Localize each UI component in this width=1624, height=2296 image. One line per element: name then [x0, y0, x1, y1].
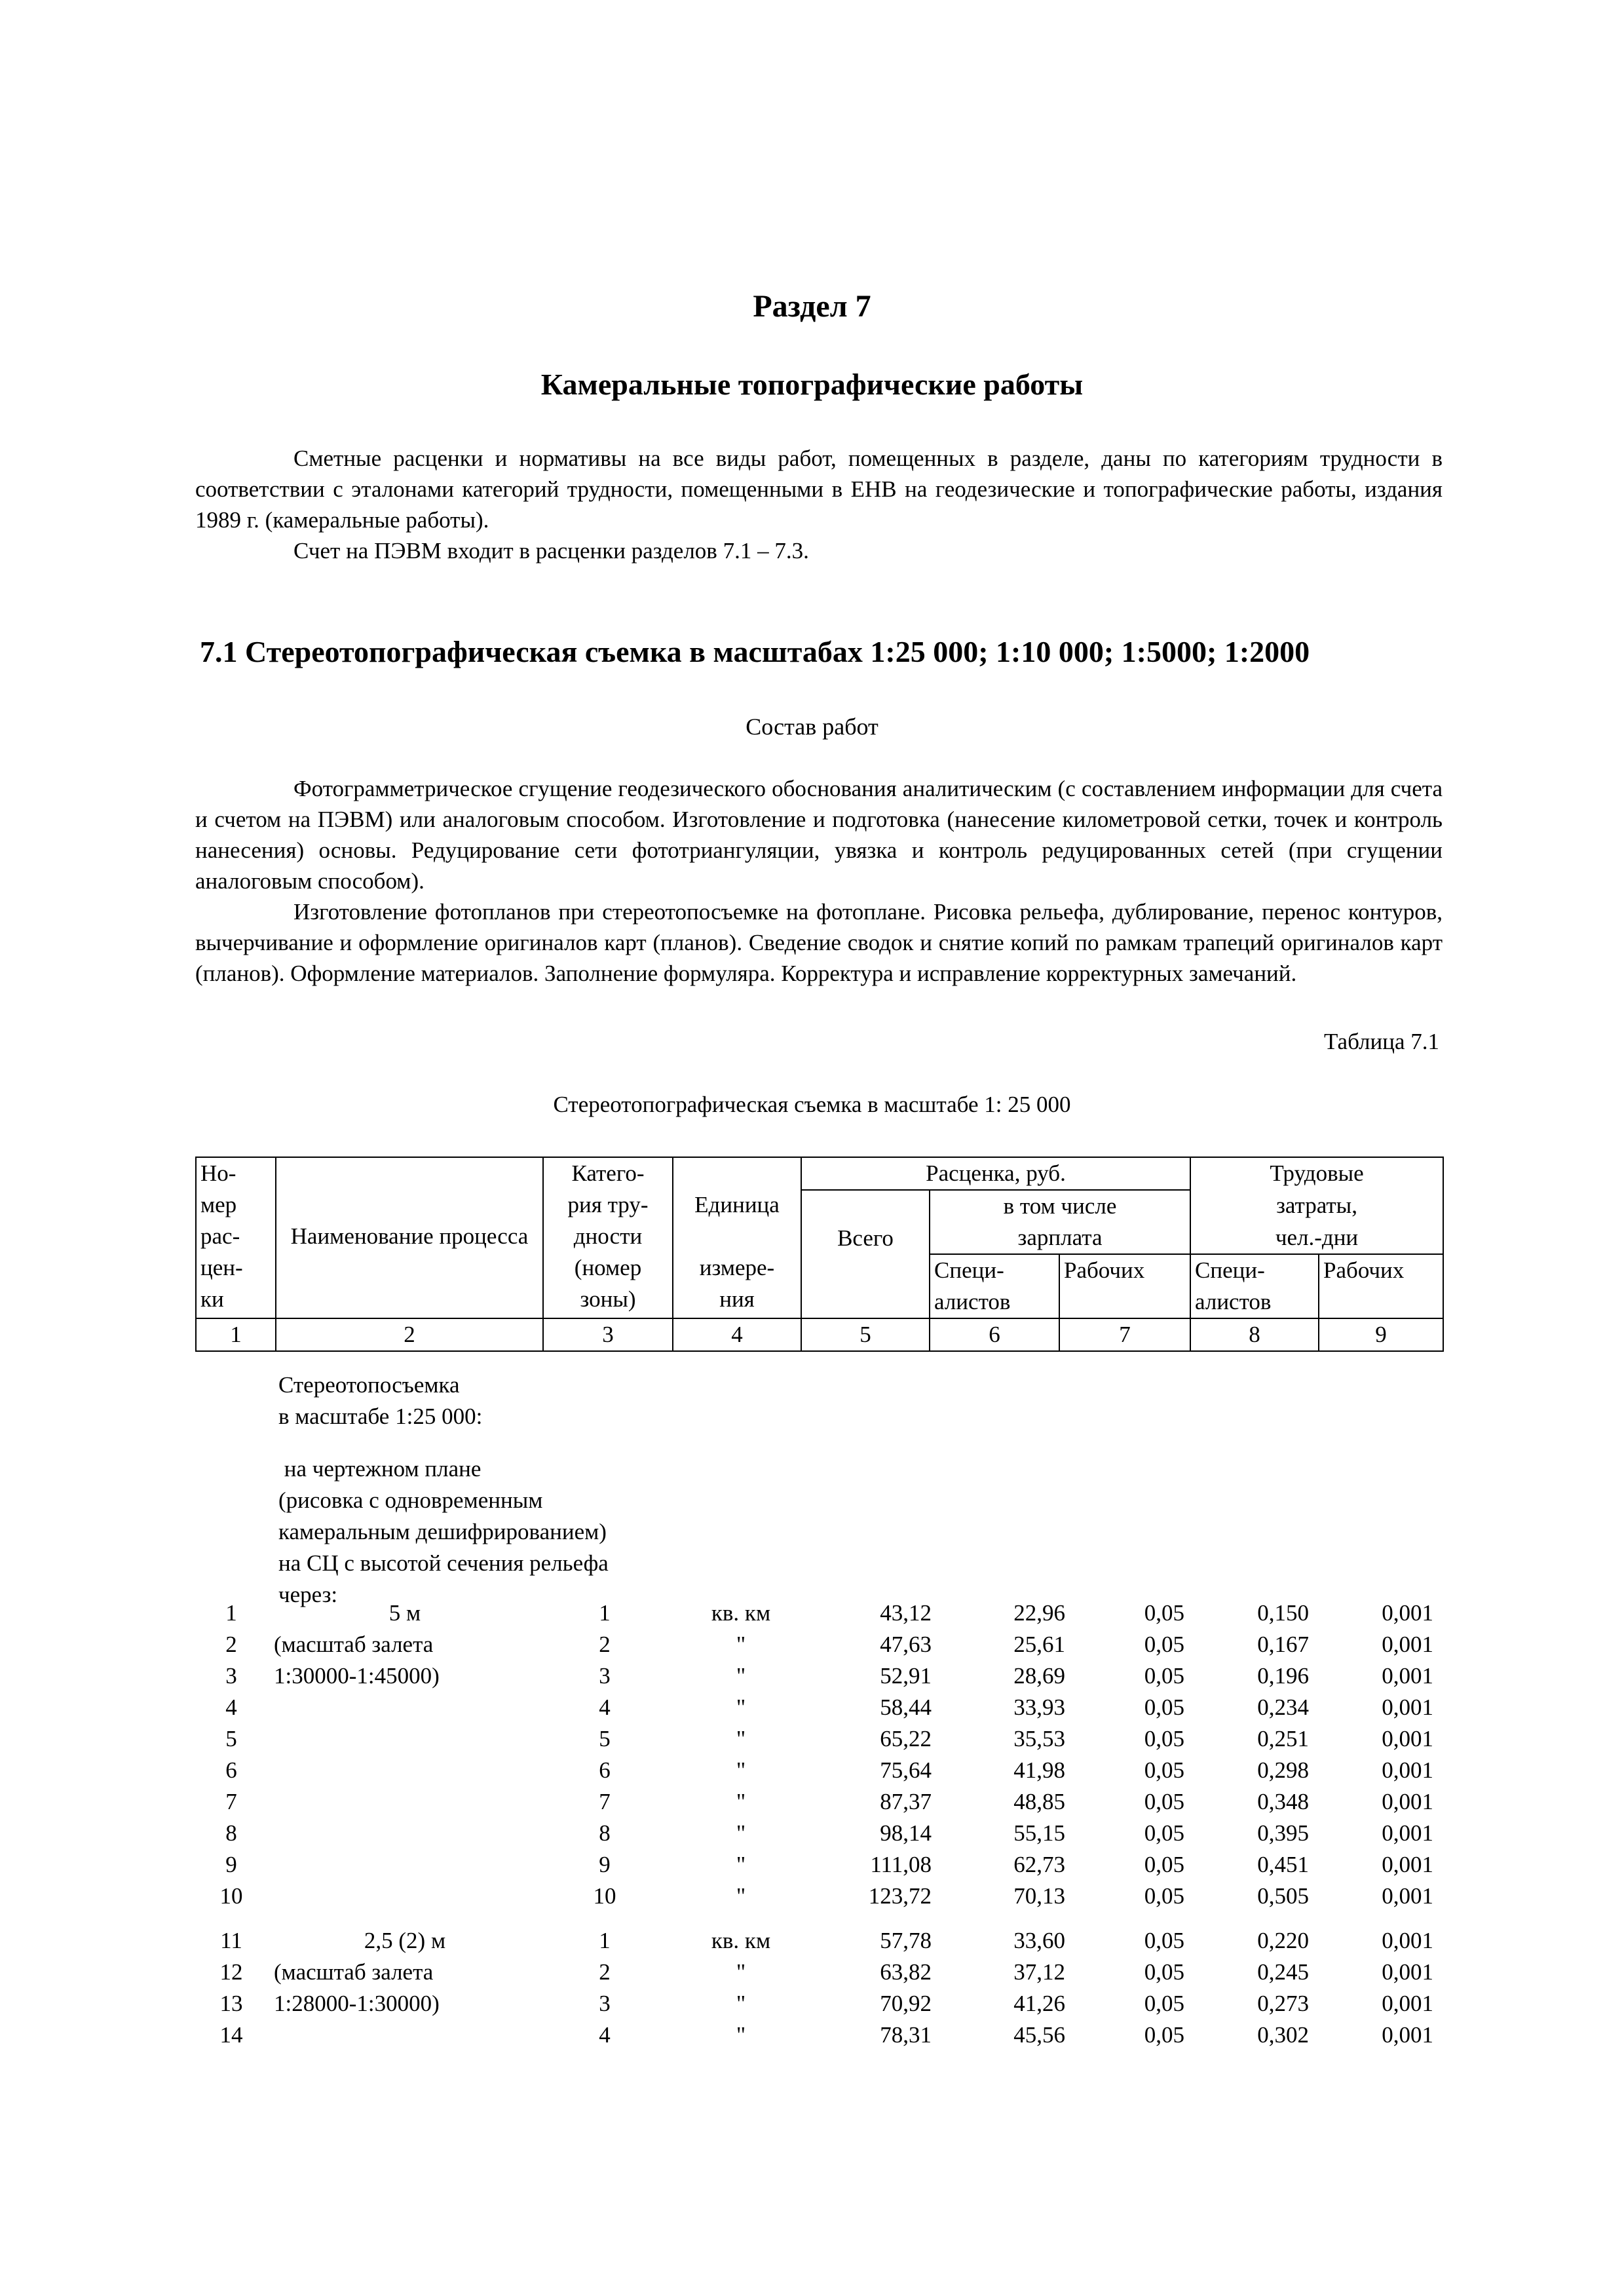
- header-wages: зарплата: [930, 1222, 1190, 1254]
- row-labor-workers: 0,001: [1382, 1694, 1433, 1720]
- works-heading: Состав работ: [746, 714, 878, 740]
- table-row: [195, 1957, 1443, 1988]
- row-labor-workers: 0,001: [1382, 2022, 1433, 2048]
- row-total: 70,92: [880, 1991, 932, 2016]
- row-unit: ": [736, 1663, 746, 1689]
- row-number: 4: [225, 1694, 237, 1720]
- row-labor-workers: 0,001: [1382, 1852, 1433, 1877]
- table-row: [195, 1881, 1443, 1912]
- row-unit: ": [736, 1757, 746, 1783]
- row-number: 12: [219, 1959, 243, 1985]
- row-unit: ": [736, 1991, 746, 2016]
- row-total: 43,12: [880, 1600, 932, 1626]
- row-category: 10: [593, 1883, 616, 1909]
- header-category: [543, 1157, 673, 1318]
- row-wages-specialists: 33,60: [1013, 1928, 1065, 1953]
- header-unit-line: измере-: [699, 1255, 775, 1280]
- subgroup-title-line: на чертежном плане: [278, 1456, 482, 1482]
- table-number: Таблица 7.1: [1324, 1029, 1439, 1054]
- row-total: 98,14: [880, 1820, 932, 1846]
- row-labor-specialists: 0,505: [1257, 1883, 1309, 1909]
- row-labor-specialists: 0,302: [1257, 2022, 1309, 2048]
- intro-paragraph: Счет на ПЭВМ входит в расценки разделов 7.1 – 7.3.: [293, 538, 809, 564]
- header-unit-line: Единица: [694, 1192, 780, 1217]
- row-name: 5 м: [388, 1600, 421, 1626]
- table-row: [195, 1629, 1443, 1660]
- row-labor-specialists: 0,348: [1257, 1789, 1309, 1814]
- row-wages-workers: 0,05: [1144, 1694, 1184, 1720]
- row-wages-workers: 0,05: [1144, 2022, 1184, 2048]
- col-number: 6: [930, 1318, 1059, 1351]
- row-labor-specialists: 0,395: [1257, 1820, 1309, 1846]
- row-wages-workers: 0,05: [1144, 1789, 1184, 1814]
- row-labor-specialists: 0,167: [1257, 1632, 1309, 1657]
- col-number: 3: [543, 1318, 673, 1351]
- row-labor-workers: 0,001: [1382, 1757, 1433, 1783]
- table-caption: Стереотопографическая съемка в масштабе 1: 25 000: [553, 1092, 1071, 1117]
- table-row: [195, 1786, 1443, 1818]
- row-wages-specialists: 48,85: [1013, 1789, 1065, 1814]
- section-subtitle: Камеральные топографические работы: [540, 368, 1084, 401]
- row-total: 58,44: [880, 1694, 932, 1720]
- row-total: 63,82: [880, 1959, 932, 1985]
- row-labor-workers: 0,001: [1382, 1600, 1433, 1626]
- row-labor-specialists: 0,234: [1257, 1694, 1309, 1720]
- subgroup-title-line: (рисовка с одновременным: [278, 1487, 543, 1513]
- row-number: 10: [219, 1883, 243, 1909]
- row-category: 3: [599, 1991, 611, 2016]
- row-labor-workers: 0,001: [1382, 1820, 1433, 1846]
- row-name: (масштаб залета: [274, 1632, 434, 1657]
- row-number: 6: [225, 1757, 237, 1783]
- row-category: 9: [599, 1852, 611, 1877]
- row-wages-specialists: 41,26: [1013, 1991, 1065, 2016]
- table-row: [195, 1925, 1443, 1957]
- col-number: 2: [276, 1318, 543, 1351]
- row-number: 11: [220, 1928, 242, 1953]
- header-line: Специ-: [1195, 1257, 1265, 1283]
- col-number: 7: [1059, 1318, 1190, 1351]
- row-category: 6: [599, 1757, 611, 1783]
- header-labor: Трудовые: [1190, 1157, 1443, 1190]
- row-wages-workers: 0,05: [1144, 1991, 1184, 2016]
- row-unit: ": [736, 1959, 746, 1985]
- row-labor-specialists: 0,150: [1257, 1600, 1309, 1626]
- row-labor-workers: 0,001: [1382, 1789, 1433, 1814]
- col-number: 8: [1190, 1318, 1319, 1351]
- row-total: 111,08: [870, 1852, 932, 1877]
- row-unit: ": [736, 1694, 746, 1720]
- row-labor-specialists: 0,220: [1257, 1928, 1309, 1953]
- table-row: [195, 1988, 1443, 2019]
- row-number: 14: [219, 2022, 243, 2048]
- header-wages-workers: Рабочих: [1059, 1254, 1190, 1318]
- row-labor-workers: 0,001: [1382, 1663, 1433, 1689]
- header-line: алистов: [934, 1289, 1011, 1314]
- row-unit: ": [736, 1883, 746, 1909]
- row-name: 2,5 (2) м: [364, 1928, 446, 1953]
- row-number: 7: [225, 1789, 237, 1814]
- subsection-heading: 7.1 Стереотопографическая съемка в масштабах 1:25 000; 1:10 000; 1:5000; 1:2000: [200, 635, 1310, 668]
- row-number: 8: [225, 1820, 237, 1846]
- header-number-line: мер: [200, 1192, 237, 1217]
- row-total: 52,91: [880, 1663, 932, 1689]
- row-number: 3: [225, 1663, 237, 1689]
- header-labor-line: затраты,: [1190, 1190, 1443, 1222]
- row-unit: ": [736, 1820, 746, 1846]
- table-header: [195, 1157, 1444, 1352]
- row-labor-specialists: 0,273: [1257, 1991, 1309, 2016]
- group-title-line: Стереотопосъемка: [278, 1372, 460, 1398]
- row-total: 57,78: [880, 1928, 932, 1953]
- header-unit-line: ния: [719, 1286, 755, 1312]
- row-unit: кв. км: [711, 1928, 771, 1953]
- col-number: 5: [801, 1318, 930, 1351]
- works-paragraph: Изготовление фотопланов при стереотопосъемке на фотоплане. Рисовка рельефа, дублирование, перенос контуров, вычерчивание и оформление оригиналов карт (планов). Сведение сводок и снятие копий по рамкам трапеций оригиналов карт (планов). Оформление материалов. Заполнение формуляра. Корректура и исправление корректурных замечаний.: [195, 899, 1443, 986]
- row-unit: ": [736, 1789, 746, 1814]
- row-number: 5: [225, 1726, 237, 1751]
- header-name-text: Наименование процесса: [290, 1223, 529, 1249]
- row-labor-specialists: 0,298: [1257, 1757, 1309, 1783]
- header-total: Всего: [801, 1190, 930, 1318]
- group-title: [278, 1369, 482, 1432]
- row-number: 9: [225, 1852, 237, 1877]
- row-wages-workers: 0,05: [1144, 1928, 1184, 1953]
- row-wages-workers: 0,05: [1144, 1663, 1184, 1689]
- header-wages-specialists: [930, 1254, 1059, 1318]
- row-number: 2: [225, 1632, 237, 1657]
- header-number-line: ки: [200, 1286, 224, 1312]
- row-total: 75,64: [880, 1757, 932, 1783]
- subgroup-title-line: камеральным дешифрированием): [278, 1519, 607, 1544]
- row-labor-workers: 0,001: [1382, 1928, 1433, 1953]
- header-price: Расценка, руб.: [801, 1157, 1190, 1190]
- intro-text: [195, 443, 1443, 566]
- row-unit: ": [736, 1852, 746, 1877]
- row-labor-workers: 0,001: [1382, 1632, 1433, 1657]
- row-wages-specialists: 28,69: [1013, 1663, 1065, 1689]
- header-number: [196, 1157, 276, 1318]
- row-wages-workers: 0,05: [1144, 1883, 1184, 1909]
- row-wages-specialists: 33,93: [1013, 1694, 1065, 1720]
- row-category: 3: [599, 1663, 611, 1689]
- row-wages-workers: 0,05: [1144, 1820, 1184, 1846]
- table-row: [195, 1818, 1443, 1849]
- col-number: 4: [673, 1318, 801, 1351]
- table-row: [195, 1755, 1443, 1786]
- header-category-line: зоны): [580, 1286, 636, 1312]
- intro-paragraph: Сметные расценки и нормативы на все виды работ, помещенных в разделе, даны по категориям трудности в соответствии с эталонами категорий трудности, помещенными в ЕНВ на геодезические и топографические работы, издания 1989 г. (камеральные работы).: [195, 446, 1443, 533]
- header-category-line: рия тру-: [567, 1192, 649, 1217]
- row-number: 1: [225, 1600, 237, 1626]
- row-name: 1:30000-1:45000): [274, 1663, 440, 1689]
- row-labor-specialists: 0,245: [1257, 1959, 1309, 1985]
- header-category-line: дности: [573, 1223, 643, 1249]
- header-name: [276, 1157, 543, 1318]
- row-wages-specialists: 55,15: [1013, 1820, 1065, 1846]
- row-wages-specialists: 45,56: [1013, 2022, 1065, 2048]
- header-line: алистов: [1195, 1289, 1272, 1314]
- row-wages-specialists: 37,12: [1013, 1959, 1065, 1985]
- header-number-line: рас-: [200, 1223, 240, 1249]
- row-wages-specialists: 62,73: [1013, 1852, 1065, 1877]
- header-number-line: цен-: [200, 1255, 243, 1280]
- row-unit: ": [736, 1632, 746, 1657]
- row-wages-specialists: 22,96: [1013, 1600, 1065, 1626]
- row-category: 1: [599, 1928, 611, 1953]
- row-wages-workers: 0,05: [1144, 1726, 1184, 1751]
- row-total: 87,37: [880, 1789, 932, 1814]
- table-row: [195, 1598, 1443, 1629]
- row-unit: кв. км: [711, 1600, 771, 1626]
- row-category: 5: [599, 1726, 611, 1751]
- header-labor-line: чел.-дни: [1190, 1222, 1443, 1254]
- header-labor-workers: Рабочих: [1319, 1254, 1443, 1318]
- header-line: Специ-: [934, 1257, 1004, 1283]
- row-category: 4: [599, 1694, 611, 1720]
- row-wages-workers: 0,05: [1144, 1632, 1184, 1657]
- row-labor-workers: 0,001: [1382, 1883, 1433, 1909]
- table-row: [195, 1660, 1443, 1692]
- row-category: 4: [599, 2022, 611, 2048]
- header-category-line: (номер: [574, 1255, 642, 1280]
- works-paragraph: Фотограмметрическое сгущение геодезического обоснования аналитическим (с составлением информации для счета и счетом на ПЭВМ) или аналоговым способом. Изготовление и подготовка (нанесение километровой сетки, точек и контроль нанесения) основы. Редуцирование сети фототриангуляции, увязка и контроль редуцированных сетей (при сгущении аналоговым способом).: [195, 776, 1443, 894]
- col-number: 9: [1319, 1318, 1443, 1351]
- header-number-line: Но-: [200, 1160, 236, 1186]
- row-labor-specialists: 0,251: [1257, 1726, 1309, 1751]
- section-title: Раздел 7: [753, 289, 871, 324]
- works-text: [195, 773, 1443, 989]
- col-number: 1: [196, 1318, 276, 1351]
- row-name: 1:28000-1:30000): [274, 1991, 440, 2016]
- row-wages-specialists: 25,61: [1013, 1632, 1065, 1657]
- row-category: 8: [599, 1820, 611, 1846]
- header-incl: в том числе: [930, 1190, 1190, 1222]
- header-category-line: Катего-: [571, 1160, 645, 1186]
- row-labor-specialists: 0,451: [1257, 1852, 1309, 1877]
- row-number: 13: [219, 1991, 243, 2016]
- table-row: [195, 1692, 1443, 1723]
- row-unit: ": [736, 1726, 746, 1751]
- row-total: 65,22: [880, 1726, 932, 1751]
- row-unit: ": [736, 2022, 746, 2048]
- row-wages-workers: 0,05: [1144, 1600, 1184, 1626]
- table-row: [195, 1849, 1443, 1881]
- row-name: (масштаб залета: [274, 1959, 434, 1985]
- row-category: 7: [599, 1789, 611, 1814]
- row-total: 123,72: [868, 1883, 932, 1909]
- row-labor-workers: 0,001: [1382, 1959, 1433, 1985]
- row-total: 78,31: [880, 2022, 932, 2048]
- row-wages-specialists: 70,13: [1013, 1883, 1065, 1909]
- row-category: 2: [599, 1632, 611, 1657]
- row-labor-workers: 0,001: [1382, 1991, 1433, 2016]
- row-wages-workers: 0,05: [1144, 1757, 1184, 1783]
- subgroup-title-line: на СЦ с высотой сечения рельефа: [278, 1550, 609, 1576]
- row-category: 2: [599, 1959, 611, 1985]
- group-title-line: в масштабе 1:25 000:: [278, 1404, 483, 1429]
- row-wages-workers: 0,05: [1144, 1852, 1184, 1877]
- row-wages-specialists: 35,53: [1013, 1726, 1065, 1751]
- header-labor-specialists: [1190, 1254, 1319, 1318]
- table-row: [195, 1723, 1443, 1755]
- row-wages-specialists: 41,98: [1013, 1757, 1065, 1783]
- row-category: 1: [599, 1600, 611, 1626]
- header-unit: [673, 1157, 801, 1318]
- row-labor-workers: 0,001: [1382, 1726, 1433, 1751]
- table-row: [195, 2019, 1443, 2051]
- subgroup-title: [278, 1453, 609, 1611]
- row-total: 47,63: [880, 1632, 932, 1657]
- subgroup-title-line: через:: [278, 1582, 338, 1607]
- row-labor-specialists: 0,196: [1257, 1663, 1309, 1689]
- row-wages-workers: 0,05: [1144, 1959, 1184, 1985]
